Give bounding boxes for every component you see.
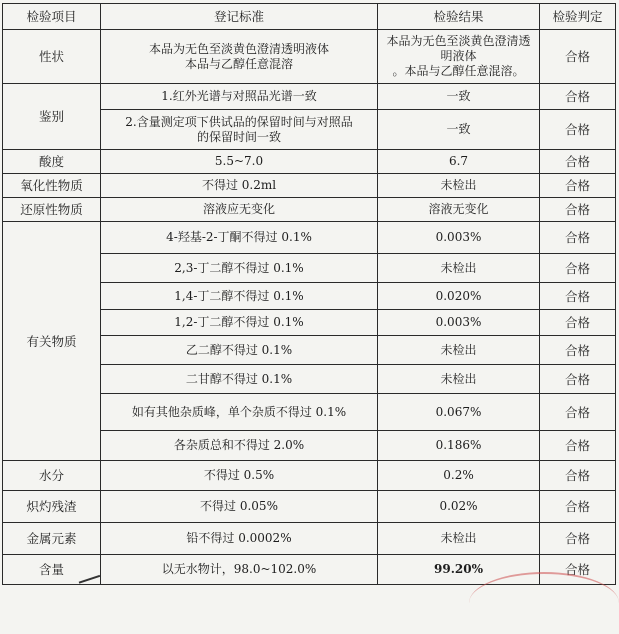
- inspection-table: [2, 3, 616, 585]
- row-standard: 本品为无色至淡黄色澄清透明液体 本品与乙醇任意混溶: [101, 30, 378, 84]
- row-verdict: 合格: [540, 254, 616, 283]
- row-result: 未检出: [378, 336, 540, 365]
- row-verdict: 合格: [540, 310, 616, 336]
- row-verdict: 合格: [540, 222, 616, 254]
- row-item: 还原性物质: [3, 198, 101, 222]
- row-verdict: 合格: [540, 365, 616, 394]
- row-result: 99.20%: [378, 555, 540, 585]
- row-item: 炽灼残渣: [3, 491, 101, 523]
- row-verdict: 合格: [540, 336, 616, 365]
- row-result: 0.003%: [378, 222, 540, 254]
- row-verdict: 合格: [540, 461, 616, 491]
- row-item: 氧化性物质: [3, 174, 101, 198]
- row-verdict: 合格: [540, 110, 616, 150]
- row-item: 酸度: [3, 150, 101, 174]
- row-standard: 不得过 0.2ml: [101, 174, 378, 198]
- row-result: 0.067%: [378, 394, 540, 431]
- row-standard: 不得过 0.5%: [101, 461, 378, 491]
- row-standard: 铅不得过 0.0002%: [101, 523, 378, 555]
- header-row: [3, 4, 616, 30]
- row-item: 金属元素: [3, 523, 101, 555]
- row-result: 0.003%: [378, 310, 540, 336]
- row-item: 鉴别: [3, 84, 101, 150]
- row-verdict: 合格: [540, 523, 616, 555]
- header-verdict: 检验判定: [540, 4, 616, 30]
- row-item: 性状: [3, 30, 101, 84]
- row-verdict: 合格: [540, 30, 616, 84]
- row-result: 0.2%: [378, 461, 540, 491]
- row-verdict: 合格: [540, 555, 616, 585]
- row-item: 水分: [3, 461, 101, 491]
- row-verdict: 合格: [540, 491, 616, 523]
- row-item: 含量: [3, 555, 101, 585]
- row-result: 未检出: [378, 523, 540, 555]
- header-result: 检验结果: [378, 4, 540, 30]
- row-item: 有关物质: [3, 222, 101, 461]
- header-item: 检验项目: [3, 4, 101, 30]
- row-result: 未检出: [378, 254, 540, 283]
- table-row: [3, 30, 616, 84]
- row-standard: 1,2-丁二醇不得过 0.1%: [101, 310, 378, 336]
- row-verdict: 合格: [540, 150, 616, 174]
- row-standard: 2.含量测定项下供试品的保留时间与对照品 的保留时间一致: [101, 110, 378, 150]
- row-result: 未检出: [378, 365, 540, 394]
- row-verdict: 合格: [540, 84, 616, 110]
- table-row: [3, 222, 616, 254]
- row-result: 0.02%: [378, 491, 540, 523]
- row-result: 本品为无色至淡黄色澄清透明液体 。本品与乙醇任意混溶。: [378, 30, 540, 84]
- row-verdict: 合格: [540, 174, 616, 198]
- row-standard: 2,3-丁二醇不得过 0.1%: [101, 254, 378, 283]
- row-verdict: 合格: [540, 431, 616, 461]
- row-standard: 如有其他杂质峰，单个杂质不得过 0.1%: [101, 394, 378, 431]
- row-standard: 乙二醇不得过 0.1%: [101, 336, 378, 365]
- table-row: [3, 84, 616, 110]
- row-verdict: 合格: [540, 198, 616, 222]
- row-standard: 各杂质总和不得过 2.0%: [101, 431, 378, 461]
- row-standard: 以无水物计，98.0~102.0%: [101, 555, 378, 585]
- row-verdict: 合格: [540, 394, 616, 431]
- row-standard: 1,4-丁二醇不得过 0.1%: [101, 283, 378, 310]
- table-row: [3, 461, 616, 491]
- row-standard: 1.红外光谱与对照品光谱一致: [101, 84, 378, 110]
- table-row: [3, 523, 616, 555]
- row-result: 0.020%: [378, 283, 540, 310]
- row-standard: 5.5~7.0: [101, 150, 378, 174]
- header-standard: 登记标准: [101, 4, 378, 30]
- row-result: 0.186%: [378, 431, 540, 461]
- table-row: [3, 491, 616, 523]
- table-row: [3, 150, 616, 174]
- row-standard: 不得过 0.05%: [101, 491, 378, 523]
- row-result: 一致: [378, 84, 540, 110]
- row-result: 6.7: [378, 150, 540, 174]
- row-verdict: 合格: [540, 283, 616, 310]
- row-result: 溶液无变化: [378, 198, 540, 222]
- table-row: [3, 198, 616, 222]
- row-standard: 二甘醇不得过 0.1%: [101, 365, 378, 394]
- row-standard: 4-羟基-2-丁酮不得过 0.1%: [101, 222, 378, 254]
- row-result: 未检出: [378, 174, 540, 198]
- table-row: [3, 174, 616, 198]
- row-result: 一致: [378, 110, 540, 150]
- row-standard: 溶液应无变化: [101, 198, 378, 222]
